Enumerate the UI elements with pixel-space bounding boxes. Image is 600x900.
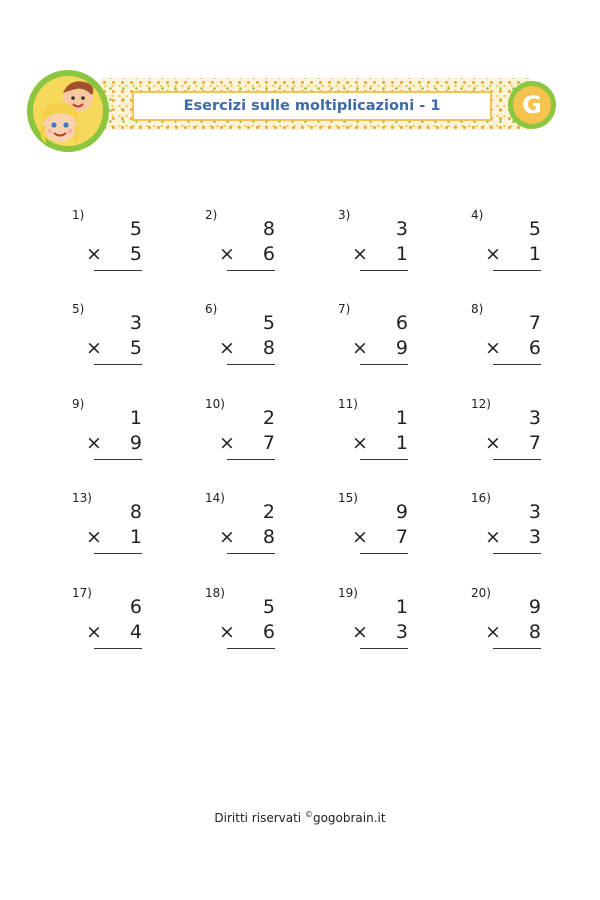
exercise-number: 19) <box>338 586 358 600</box>
title-box <box>132 91 492 121</box>
exercise-number: 9) <box>72 397 85 411</box>
multiplier: 1 <box>528 243 541 265</box>
exercise-number: 16) <box>471 491 491 505</box>
multiplicand: 8 <box>129 501 142 523</box>
multiplier: 4 <box>129 621 142 643</box>
multiplier: 5 <box>129 243 142 265</box>
exercise-number: 5) <box>72 302 85 316</box>
exercise-item <box>201 491 291 561</box>
exercise-item <box>467 491 557 561</box>
exercise-number: 14) <box>205 491 225 505</box>
exercise-item <box>467 302 557 372</box>
times-sign: × <box>219 337 235 359</box>
times-sign: × <box>219 432 235 454</box>
answer-line <box>493 270 541 271</box>
answer-line <box>493 459 541 460</box>
answer-line <box>493 364 541 365</box>
multiplier: 3 <box>395 621 408 643</box>
exercise-item <box>201 397 291 467</box>
exercise-number: 7) <box>338 302 351 316</box>
exercise-item <box>201 302 291 372</box>
footer-text: Diritti riservati <box>214 811 305 825</box>
multiplier: 7 <box>528 432 541 454</box>
answer-line <box>94 648 142 649</box>
answer-line <box>493 648 541 649</box>
exercise-item <box>334 397 424 467</box>
times-sign: × <box>352 432 368 454</box>
times-sign: × <box>219 621 235 643</box>
times-sign: × <box>86 243 102 265</box>
multiplier: 6 <box>528 337 541 359</box>
times-sign: × <box>86 432 102 454</box>
multiplier: 6 <box>262 243 275 265</box>
times-sign: × <box>352 621 368 643</box>
multiplier: 6 <box>262 621 275 643</box>
multiplier: 7 <box>395 526 408 548</box>
times-sign: × <box>485 621 501 643</box>
times-sign: × <box>485 337 501 359</box>
multiplicand: 1 <box>129 407 142 429</box>
exercise-number: 3) <box>338 208 351 222</box>
exercise-item <box>334 491 424 561</box>
exercise-item <box>68 208 158 278</box>
footer-site: gogobrain.it <box>312 811 386 825</box>
multiplicand: 5 <box>262 596 275 618</box>
multiplicand: 2 <box>262 501 275 523</box>
multiplier: 8 <box>262 337 275 359</box>
multiplicand: 8 <box>262 218 275 240</box>
exercise-item <box>467 208 557 278</box>
times-sign: × <box>219 526 235 548</box>
kids-mascot-logo-icon <box>26 69 110 153</box>
answer-line <box>94 459 142 460</box>
exercise-number: 6) <box>205 302 218 316</box>
multiplicand: 3 <box>528 501 541 523</box>
times-sign: × <box>86 337 102 359</box>
svg-text:G: G <box>522 91 542 119</box>
exercise-item <box>68 397 158 467</box>
times-sign: × <box>219 243 235 265</box>
multiplier: 5 <box>129 337 142 359</box>
multiplier: 1 <box>395 432 408 454</box>
exercise-item <box>334 302 424 372</box>
multiplicand: 6 <box>395 312 408 334</box>
multiplicand: 5 <box>262 312 275 334</box>
multiplicand: 1 <box>395 596 408 618</box>
exercise-item <box>334 208 424 278</box>
times-sign: × <box>352 526 368 548</box>
multiplier: 3 <box>528 526 541 548</box>
times-sign: × <box>86 621 102 643</box>
answer-line <box>360 553 408 554</box>
multiplicand: 6 <box>129 596 142 618</box>
multiplicand: 3 <box>528 407 541 429</box>
page-title: Esercizi sulle moltiplicazioni - 1 <box>183 98 441 114</box>
exercise-number: 1) <box>72 208 85 222</box>
multiplicand: 5 <box>528 218 541 240</box>
answer-line <box>227 459 275 460</box>
exercise-number: 20) <box>471 586 491 600</box>
exercise-item <box>68 491 158 561</box>
answer-line <box>493 553 541 554</box>
answer-line <box>360 270 408 271</box>
multiplier: 1 <box>395 243 408 265</box>
multiplicand: 2 <box>262 407 275 429</box>
footer <box>0 810 600 825</box>
multiplier: 7 <box>262 432 275 454</box>
multiplier: 8 <box>528 621 541 643</box>
multiplicand: 9 <box>395 501 408 523</box>
exercise-number: 4) <box>471 208 484 222</box>
answer-line <box>360 364 408 365</box>
exercise-number: 13) <box>72 491 92 505</box>
answer-line <box>360 648 408 649</box>
times-sign: × <box>352 243 368 265</box>
exercise-item <box>201 208 291 278</box>
exercise-item <box>201 586 291 656</box>
multiplicand: 1 <box>395 407 408 429</box>
g-brand-logo-icon <box>507 80 557 130</box>
exercise-item <box>467 586 557 656</box>
exercise-item <box>467 397 557 467</box>
exercise-number: 10) <box>205 397 225 411</box>
exercise-number: 2) <box>205 208 218 222</box>
exercise-item <box>334 586 424 656</box>
exercise-item <box>68 302 158 372</box>
exercise-number: 11) <box>338 397 358 411</box>
exercise-item <box>68 586 158 656</box>
multiplier: 1 <box>129 526 142 548</box>
multiplier: 9 <box>129 432 142 454</box>
answer-line <box>227 364 275 365</box>
copyright-symbol: © <box>304 810 313 819</box>
multiplier: 9 <box>395 337 408 359</box>
answer-line <box>227 648 275 649</box>
multiplicand: 5 <box>129 218 142 240</box>
times-sign: × <box>352 337 368 359</box>
multiplicand: 3 <box>395 218 408 240</box>
answer-line <box>227 553 275 554</box>
answer-line <box>94 364 142 365</box>
answer-line <box>360 459 408 460</box>
exercise-number: 18) <box>205 586 225 600</box>
answer-line <box>227 270 275 271</box>
multiplicand: 9 <box>528 596 541 618</box>
answer-line <box>94 270 142 271</box>
exercise-number: 15) <box>338 491 358 505</box>
multiplier: 8 <box>262 526 275 548</box>
times-sign: × <box>485 526 501 548</box>
exercise-number: 8) <box>471 302 484 316</box>
exercise-number: 12) <box>471 397 491 411</box>
times-sign: × <box>86 526 102 548</box>
multiplicand: 3 <box>129 312 142 334</box>
exercise-number: 17) <box>72 586 92 600</box>
multiplicand: 7 <box>528 312 541 334</box>
times-sign: × <box>485 432 501 454</box>
times-sign: × <box>485 243 501 265</box>
answer-line <box>94 553 142 554</box>
